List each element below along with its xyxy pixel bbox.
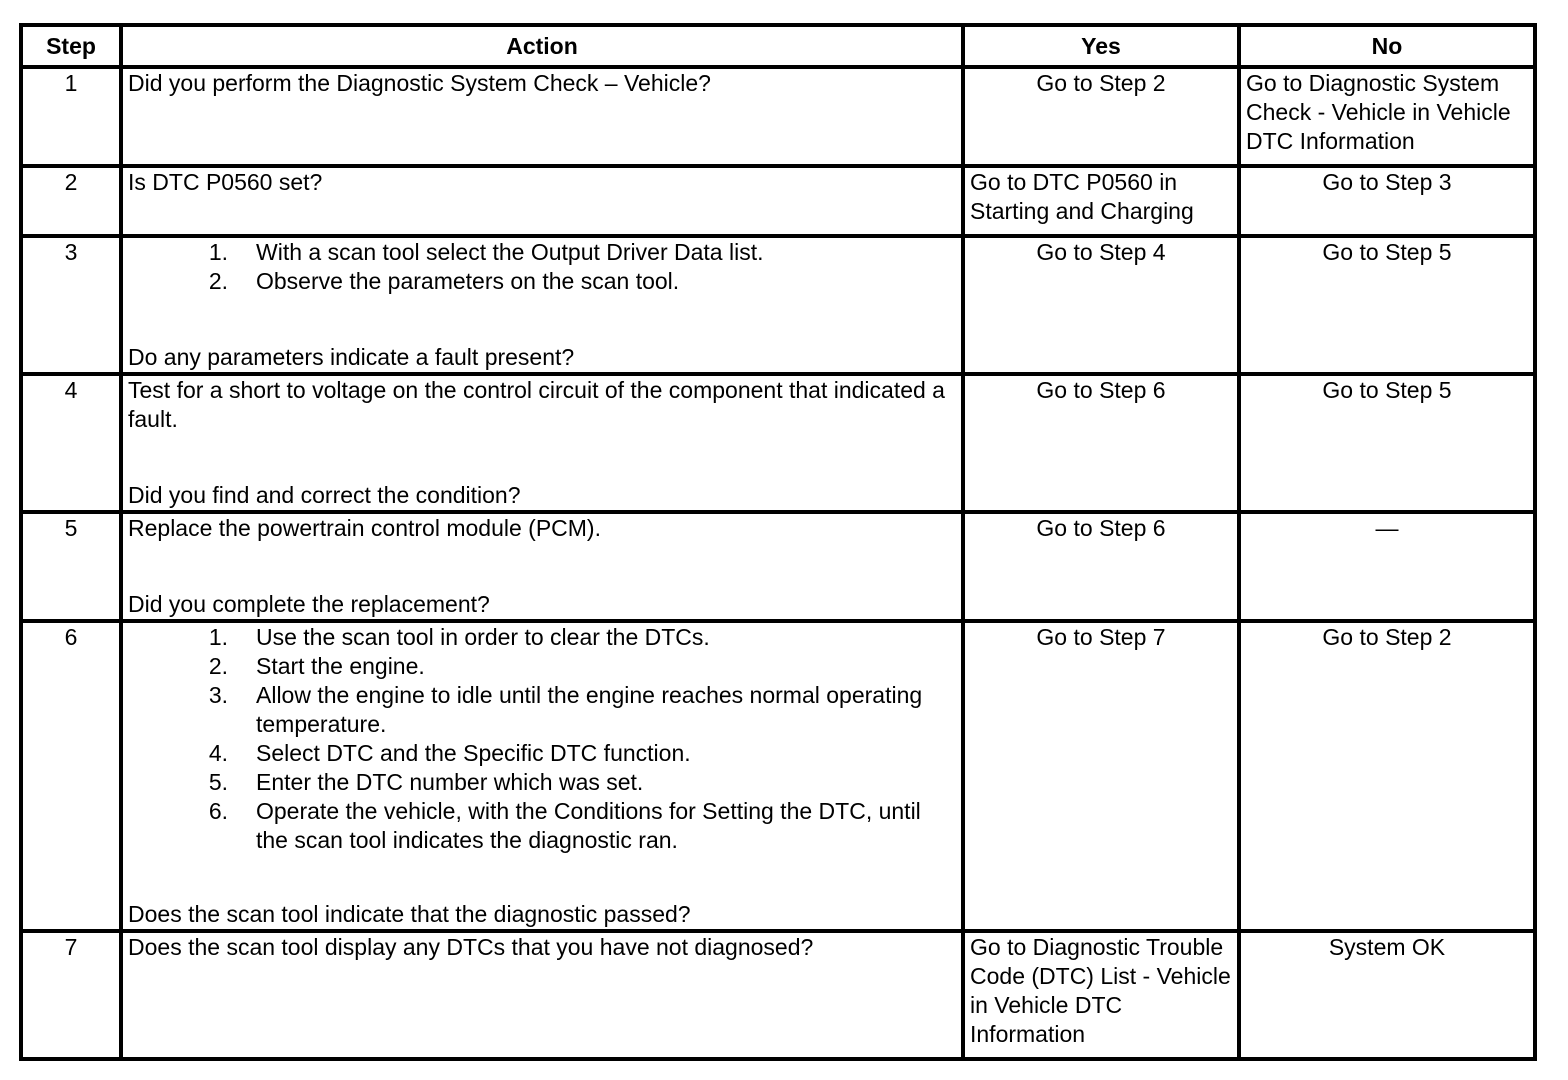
action-cell [121, 621, 963, 931]
no-cell: Go to Diagnostic System Check - Vehicle in Vehicle DTC Information [1239, 67, 1535, 166]
no-cell: — [1239, 512, 1535, 621]
no-cell: System OK [1239, 931, 1535, 1059]
yes-cell: Go to Step 4 [963, 236, 1239, 374]
list-number: 4. [208, 740, 228, 766]
action-cell [121, 166, 963, 236]
no-cell: Go to Step 5 [1239, 236, 1535, 374]
step-number: 4 [21, 374, 121, 512]
no-cell: Go to Step 5 [1239, 374, 1535, 512]
action-cell [121, 374, 963, 512]
yes-cell: Go to Step 7 [963, 621, 1239, 931]
list-number: 2. [208, 268, 228, 294]
diagnostic-table [19, 23, 1537, 1061]
yes-cell: Go to Step 6 [963, 512, 1239, 621]
list-item [128, 652, 956, 681]
action-question: Does the scan tool indicate that the diagnostic passed? [128, 901, 691, 927]
step-number: 2 [21, 166, 121, 236]
action-question: Do any parameters indicate a fault present? [128, 344, 575, 370]
list-text: Start the engine. [256, 653, 425, 679]
action-question: Did you find and correct the condition? [128, 482, 521, 508]
header-row [21, 25, 1535, 67]
no-cell: Go to Step 2 [1239, 621, 1535, 931]
action-cell [121, 236, 963, 374]
list-text: With a scan tool select the Output Driver Data list. [256, 239, 764, 265]
list-item [128, 238, 956, 267]
yes-cell: Go to Step 6 [963, 374, 1239, 512]
list-number: 5. [208, 769, 228, 795]
list-text: Select DTC and the Specific DTC function. [256, 740, 691, 766]
list-item [128, 267, 956, 296]
list-number: 2. [208, 653, 228, 679]
header-no: No [1239, 25, 1535, 67]
action-intro: Did you perform the Diagnostic System Check – Vehicle? [128, 70, 711, 96]
table-row [21, 931, 1535, 1059]
action-intro: Test for a short to voltage on the control circuit of the component that indicated a fault. [128, 377, 945, 432]
list-number: 3. [208, 682, 228, 708]
list-text: Allow the engine to idle until the engine reaches normal operating temperature. [256, 682, 923, 737]
action-steps [128, 623, 956, 855]
list-text: Enter the DTC number which was set. [256, 769, 644, 795]
header-action: Action [121, 25, 963, 67]
yes-cell: Go to Diagnostic Trouble Code (DTC) List - Vehicle in Vehicle DTC Information [963, 931, 1239, 1059]
no-cell: Go to Step 3 [1239, 166, 1535, 236]
header-step: Step [21, 25, 121, 67]
list-text: Operate the vehicle, with the Conditions for Setting the DTC, until the scan tool indicates the diagnostic ran. [256, 798, 921, 853]
list-text: Observe the parameters on the scan tool. [256, 268, 680, 294]
action-question: Did you complete the replacement? [128, 591, 490, 617]
step-number: 7 [21, 931, 121, 1059]
step-number: 5 [21, 512, 121, 621]
list-item [128, 623, 956, 652]
table-row [21, 166, 1535, 236]
list-number: 1. [208, 239, 228, 265]
action-intro: Does the scan tool display any DTCs that you have not diagnosed? [128, 934, 814, 960]
action-cell [121, 512, 963, 621]
step-number: 6 [21, 621, 121, 931]
action-cell [121, 931, 963, 1059]
list-item [128, 768, 956, 797]
yes-cell: Go to DTC P0560 in Starting and Charging [963, 166, 1239, 236]
table-row [21, 67, 1535, 166]
table-row [21, 512, 1535, 621]
table-row [21, 374, 1535, 512]
list-item [128, 739, 956, 768]
action-cell [121, 67, 963, 166]
table-row [21, 621, 1535, 931]
action-steps [128, 238, 956, 296]
action-intro: Is DTC P0560 set? [128, 169, 323, 195]
action-intro: Replace the powertrain control module (PCM). [128, 515, 601, 541]
step-number: 1 [21, 67, 121, 166]
list-text: Use the scan tool in order to clear the DTCs. [256, 624, 710, 650]
list-item [128, 681, 956, 739]
list-number: 1. [208, 624, 228, 650]
header-yes: Yes [963, 25, 1239, 67]
yes-cell: Go to Step 2 [963, 67, 1239, 166]
list-item [128, 797, 956, 855]
step-number: 3 [21, 236, 121, 374]
table-row [21, 236, 1535, 374]
list-number: 6. [208, 798, 228, 824]
